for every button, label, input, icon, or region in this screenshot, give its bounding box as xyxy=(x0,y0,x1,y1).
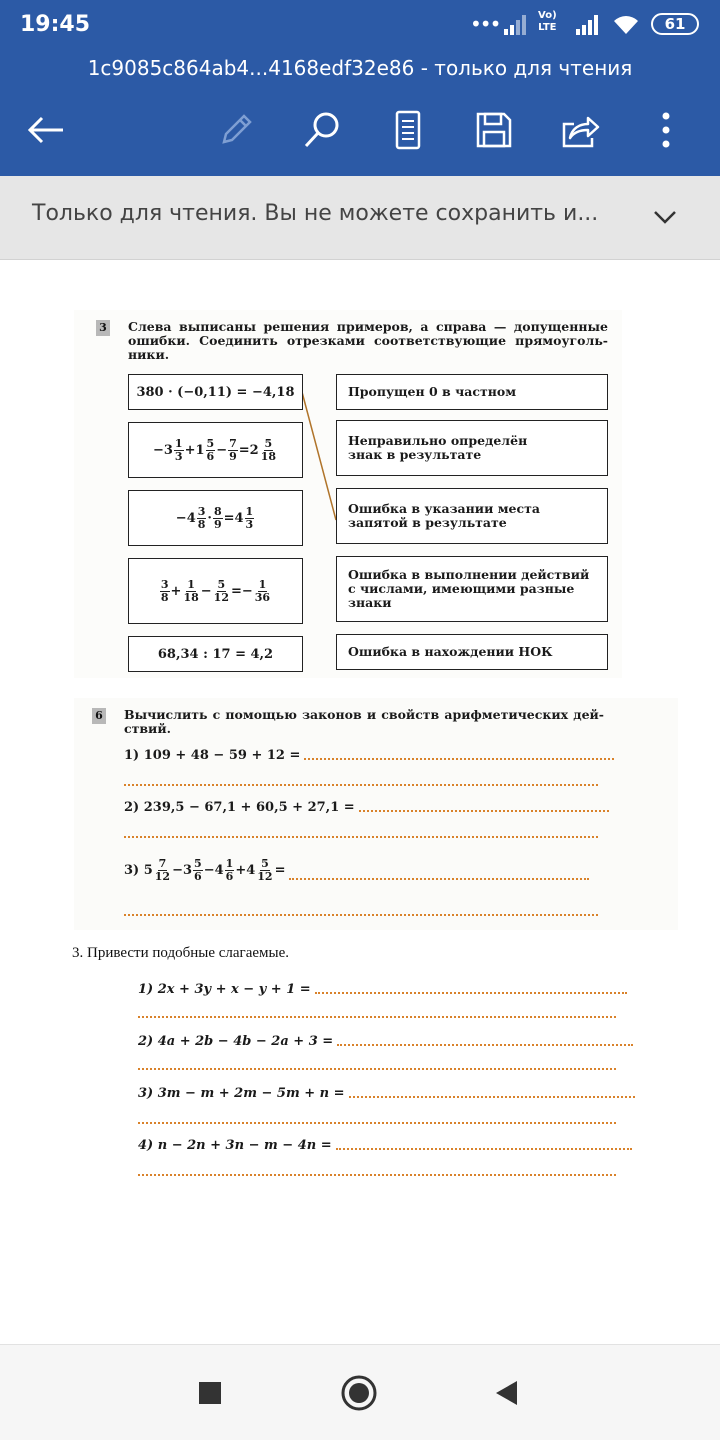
exercise-item: 2) 4a + 2b − 4b − 2a + 3 = xyxy=(138,1034,633,1049)
error-box: Неправильно определён знак в результате xyxy=(336,420,608,476)
volte-indicator: Vo) LTE xyxy=(538,10,557,33)
answer-line xyxy=(124,784,598,786)
exercise-3-image xyxy=(74,310,622,678)
home-circle-icon xyxy=(340,1374,378,1412)
error-box: Ошибка в указании места запятой в результате xyxy=(336,488,608,544)
status-time: 19:45 xyxy=(20,12,91,37)
exercise-item: 2) 239,5 − 67,1 + 60,5 + 27,1 = xyxy=(124,800,609,815)
exercise-item: 1) 109 + 48 − 59 + 12 = xyxy=(124,748,614,763)
back-button[interactable] xyxy=(24,108,68,152)
status-bar xyxy=(0,0,720,50)
save-icon xyxy=(474,110,514,150)
answer-line xyxy=(138,1174,616,1176)
back-triangle-icon xyxy=(493,1379,519,1407)
home-button[interactable] xyxy=(339,1373,379,1413)
banner-text: Только для чтения. Вы не можете сохранить и... xyxy=(32,201,599,226)
solution-box: −4 $\frac{3}{8}$ · $\frac{8}{9}$ =4 $\frac{1}{3}$ xyxy=(128,490,303,546)
error-box: Ошибка в нахождении НОК xyxy=(336,634,608,670)
document-title: 1c9085c864ab4...4168edf32e86 - только для чтения xyxy=(87,56,633,80)
error-box: Пропущен 0 в частном xyxy=(336,374,608,410)
exercise-item: 3) 5 $\frac{7}{12}$ −3 $\frac{5}{6}$ −4 $\frac{1}{6}$ +4 $\frac{5}{12}$ = xyxy=(124,858,589,883)
recents-button[interactable] xyxy=(190,1373,230,1413)
error-box: Ошибка в выполнении действий с числами, имеющими разные знаки xyxy=(336,556,608,622)
answer-line xyxy=(138,1122,616,1124)
more-options-button[interactable] xyxy=(644,108,688,152)
search-icon xyxy=(302,110,342,150)
exercise-item: 1) 2x + 3y + x − y + 1 = xyxy=(138,982,627,997)
save-button[interactable] xyxy=(472,108,516,152)
solution-box: 68,34 : 17 = 4,2 xyxy=(128,636,303,672)
answer-line xyxy=(138,1016,616,1018)
exercise-number: 6 xyxy=(92,708,106,724)
app-header xyxy=(0,0,720,176)
solution-box: −3 $\frac{1}{3}$ +1 $\frac{5}{6}$ − $\frac{7}{9}$ =2 $\frac{5}{18}$ xyxy=(128,422,303,478)
answer-line xyxy=(124,836,598,838)
read-only-banner[interactable] xyxy=(0,176,720,260)
back-nav-button[interactable] xyxy=(486,1373,526,1413)
exercise-similar-terms-image xyxy=(70,972,636,1188)
back-arrow-icon xyxy=(26,115,66,145)
notification-dots-icon: ••• xyxy=(470,12,500,36)
wifi-icon xyxy=(612,12,640,36)
search-button[interactable] xyxy=(300,108,344,152)
exercise-6-image xyxy=(74,698,678,930)
recents-square-icon xyxy=(198,1381,222,1405)
signal-strength-icon xyxy=(502,13,530,35)
share-icon xyxy=(560,110,600,150)
solution-box: $\frac{3}{8}$ + $\frac{1}{18}$ − $\frac{5}{12}$ =− $\frac{1}{36}$ xyxy=(128,558,303,624)
exercise-task: Вычислить с помощью законов и свойств арифметических дей-ствий. xyxy=(124,707,604,736)
chevron-down-icon[interactable] xyxy=(650,202,680,232)
exercise-task: Слева выписаны решения примеров, а справа — допущенные ошибки. Соединить отрезками соответствующие прямоуголь-ники. xyxy=(128,319,608,362)
system-nav-bar xyxy=(0,1344,720,1440)
more-vert-icon xyxy=(661,112,671,148)
exercise-number: 3 xyxy=(96,320,110,336)
battery-indicator: 61 xyxy=(651,13,699,35)
exercise-caption: 3. Привести подобные слагаемые. xyxy=(72,945,289,961)
edit-button[interactable] xyxy=(214,108,258,152)
exercise-item: 4) n − 2n + 3n − m − 4n = xyxy=(138,1138,632,1153)
mobile-view-icon xyxy=(393,110,423,150)
solution-box: 380 · (−0,11) = −4,18 xyxy=(128,374,303,410)
share-button[interactable] xyxy=(558,108,602,152)
signal-strength-2-icon xyxy=(574,13,602,35)
answer-line xyxy=(138,1068,616,1070)
answer-line xyxy=(124,914,598,916)
exercise-item: 3) 3m − m + 2m − 5m + n = xyxy=(138,1086,635,1101)
mobile-view-button[interactable] xyxy=(386,108,430,152)
edit-pencil-icon xyxy=(216,110,256,150)
